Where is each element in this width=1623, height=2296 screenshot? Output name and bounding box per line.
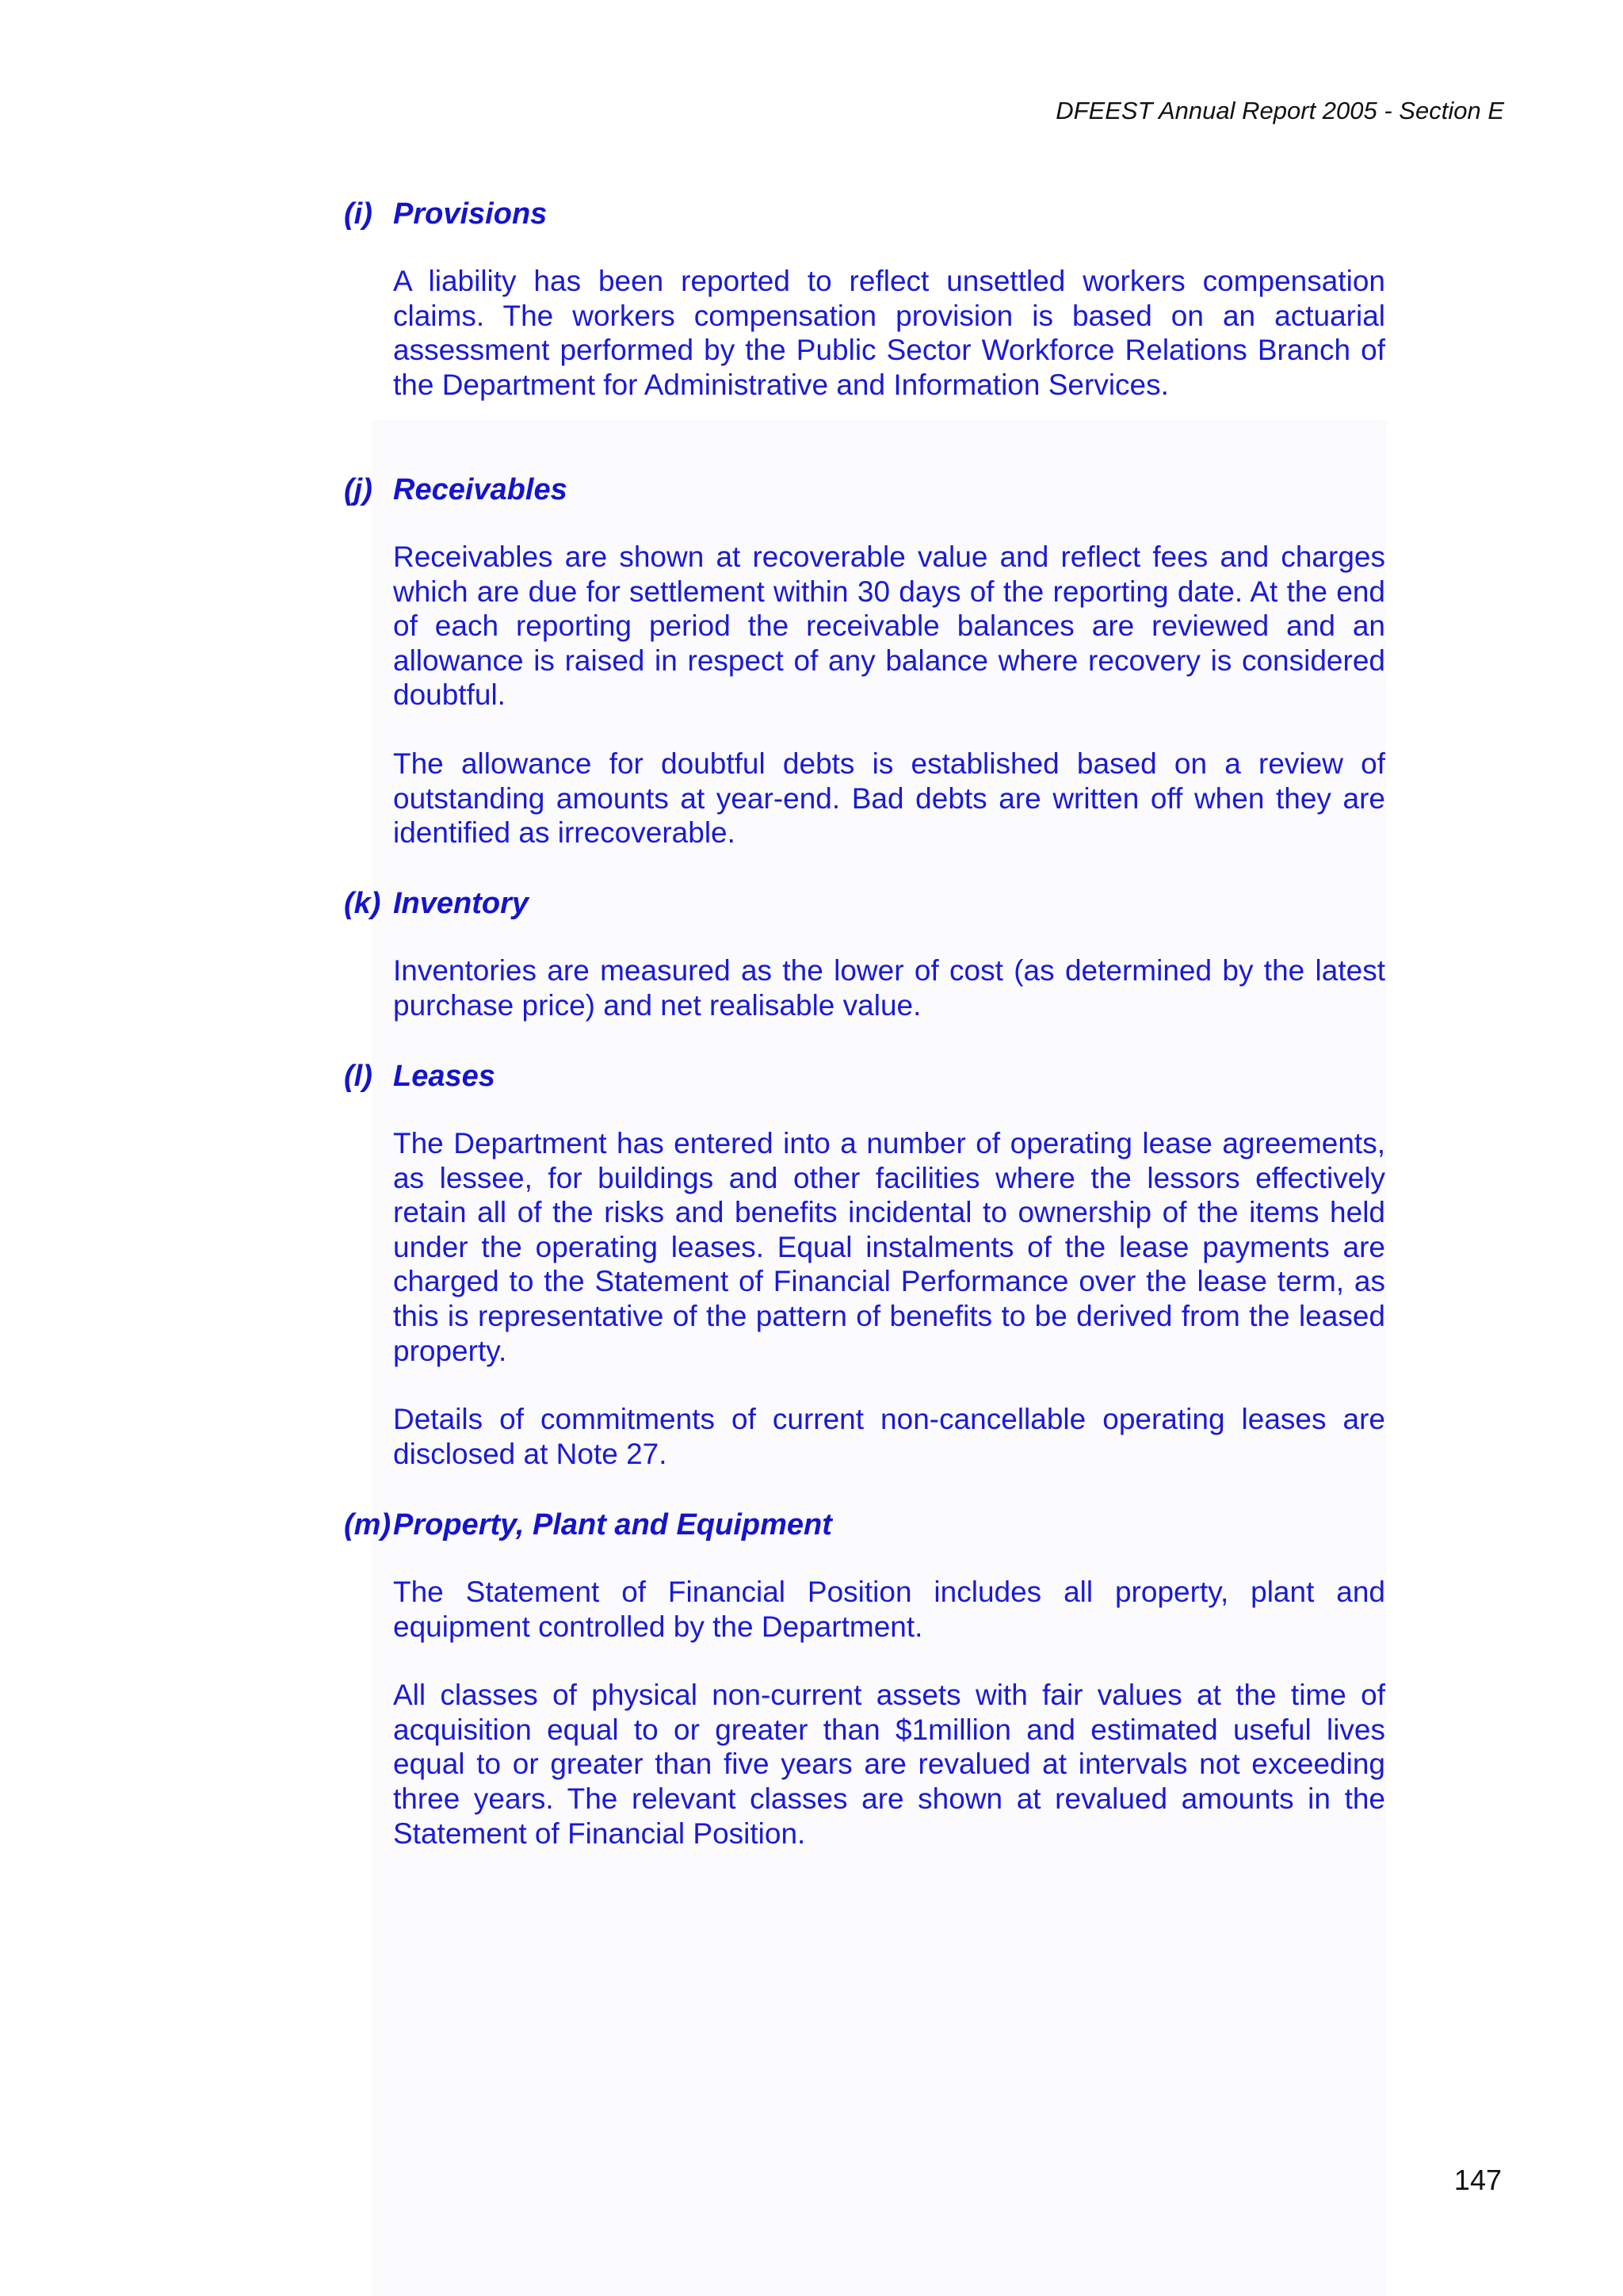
paragraph: All classes of physical non-current assets with fair values at the time of acquisition equal to or greater than $1million and estimated useful lives equal to or greater than five years are revalued at intervals not exceeding three years. The relevant classes are shown at revalued amounts in the Statement of Financial Position. bbox=[393, 1679, 1385, 1850]
section-receivables bbox=[344, 472, 1385, 850]
section-letter: (j) bbox=[344, 473, 372, 506]
section-property-plant-equipment bbox=[344, 1507, 1385, 1851]
section-title: Property, Plant and Equipment bbox=[393, 1508, 832, 1541]
paragraph: The allowance for doubtful debts is established based on a review of outstanding amounts at year-end. Bad debts are written off when they are identified as irrecoverable. bbox=[393, 747, 1385, 850]
section-inventory bbox=[344, 885, 1385, 1022]
paragraph: The Statement of Financial Position includes all property, plant and equipment controlled by the Department. bbox=[393, 1576, 1385, 1643]
paragraph: A liability has been reported to reflect unsettled workers compensation claims. The workers compensation provision is based on an actuarial assessment performed by the Public Sector Workforce Relations Branch of the Department for Administrative and Information Services. bbox=[393, 265, 1385, 401]
section-letter: (l) bbox=[344, 1060, 372, 1093]
section-leases bbox=[344, 1058, 1385, 1471]
section-letter: (i) bbox=[344, 197, 372, 231]
section-heading bbox=[344, 472, 1385, 508]
section-heading bbox=[344, 1058, 1385, 1095]
section-letter: (k) bbox=[344, 887, 381, 920]
section-letter: (m) bbox=[344, 1508, 391, 1541]
section-provisions bbox=[344, 196, 1385, 402]
section-heading bbox=[344, 1507, 1385, 1543]
paragraph: Inventories are measured as the lower of cost (as determined by the latest purchase price) and net realisable value. bbox=[393, 954, 1385, 1022]
section-heading bbox=[344, 196, 1385, 232]
page-header: DFEEST Annual Report 2005 - Section E bbox=[1056, 97, 1504, 124]
section-title: Inventory bbox=[393, 887, 529, 920]
section-title: Receivables bbox=[393, 473, 567, 506]
section-title: Provisions bbox=[393, 197, 548, 231]
section-heading bbox=[344, 885, 1385, 922]
page-number: 147 bbox=[1453, 2164, 1502, 2196]
section-title: Leases bbox=[393, 1060, 495, 1093]
paragraph: Receivables are shown at recoverable value and reflect fees and charges which are due for settlement within 30 days of the reporting date. At the end of each reporting period the receivable balances are reviewed and an allowance is raised in respect of any balance where recovery is considered doubtful. bbox=[393, 541, 1385, 712]
paragraph: Details of commitments of current non-cancellable operating leases are disclosed at Note 27. bbox=[393, 1403, 1385, 1470]
paragraph: The Department has entered into a number of operating lease agreements, as lessee, for buildings and other facilities where the lessors effectively retain all of the risks and benefits incidental to ownership of the items held under the operating leases. Equal instalments of the lease payments are charged to the Statement of Financial Performance over the lease term, as this is representative of the pattern of benefits to be derived from the leased property. bbox=[393, 1127, 1385, 1367]
